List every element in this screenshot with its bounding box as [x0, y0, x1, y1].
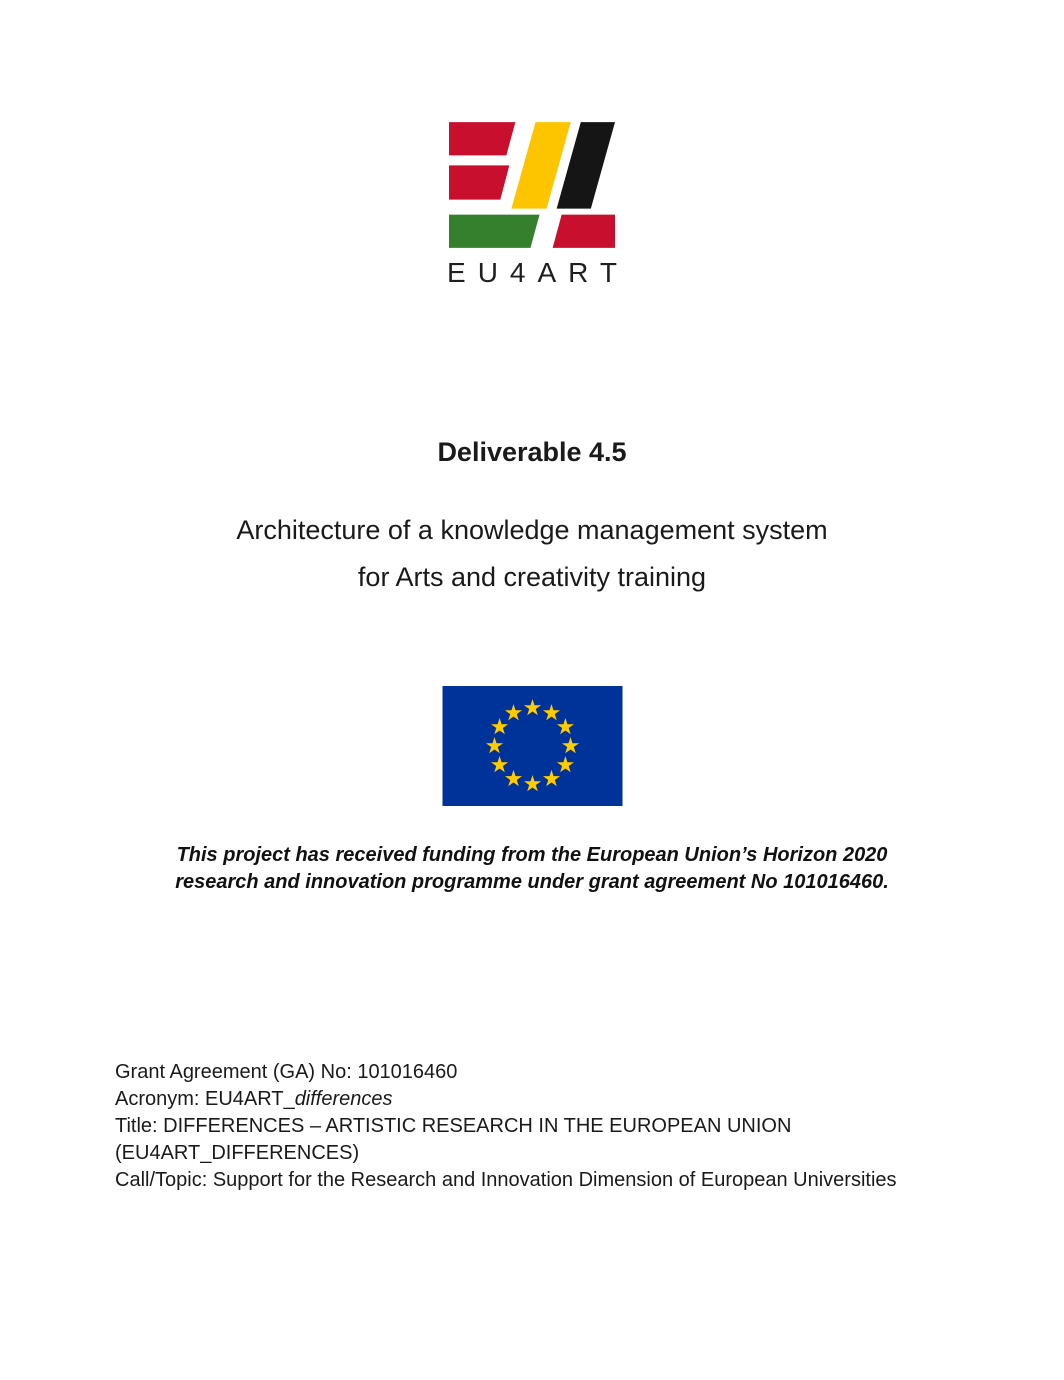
eu-flag [0, 686, 1064, 806]
document-title-line-1: Architecture of a knowledge management system [236, 515, 828, 545]
acronym-line [115, 1086, 955, 1113]
funding-note [0, 842, 1064, 896]
acronym-suffix: differences [294, 1088, 393, 1110]
eu4art-logo-icon [449, 122, 615, 248]
document-title-line-2: for Arts and creativity training [357, 562, 707, 592]
call-topic-line: Call/Topic: Support for the Research and Innovation Dimension of European Universities [115, 1169, 897, 1191]
acronym-prefix: Acronym: EU4ART_ [115, 1088, 295, 1110]
project-title-line-1: Title: DIFFERENCES – ARTISTIC RESEARCH IN THE EUROPEAN UNION [115, 1115, 792, 1137]
logo-green-bar [449, 215, 540, 248]
document-title [0, 507, 1064, 601]
grant-details [115, 1059, 955, 1194]
funding-note-line-1: This project has received funding from the European Union’s Horizon 2020 [176, 844, 888, 866]
eu4art-wordmark: EU4ART [447, 257, 629, 288]
project-title-line-2: (EU4ART_DIFFERENCES) [115, 1142, 360, 1164]
logo-red-bar-middle [449, 165, 509, 199]
eu-flag-icon [441, 686, 624, 806]
eu4art-logo [0, 122, 1064, 289]
logo-red-bar-top [449, 122, 515, 155]
grant-agreement-line: Grant Agreement (GA) No: 101016460 [115, 1061, 458, 1083]
funding-note-line-2: research and innovation programme under grant agreement No 101016460. [175, 871, 889, 893]
logo-red-block-bottom [553, 215, 615, 248]
deliverable-heading: Deliverable 4.5 [437, 437, 627, 467]
